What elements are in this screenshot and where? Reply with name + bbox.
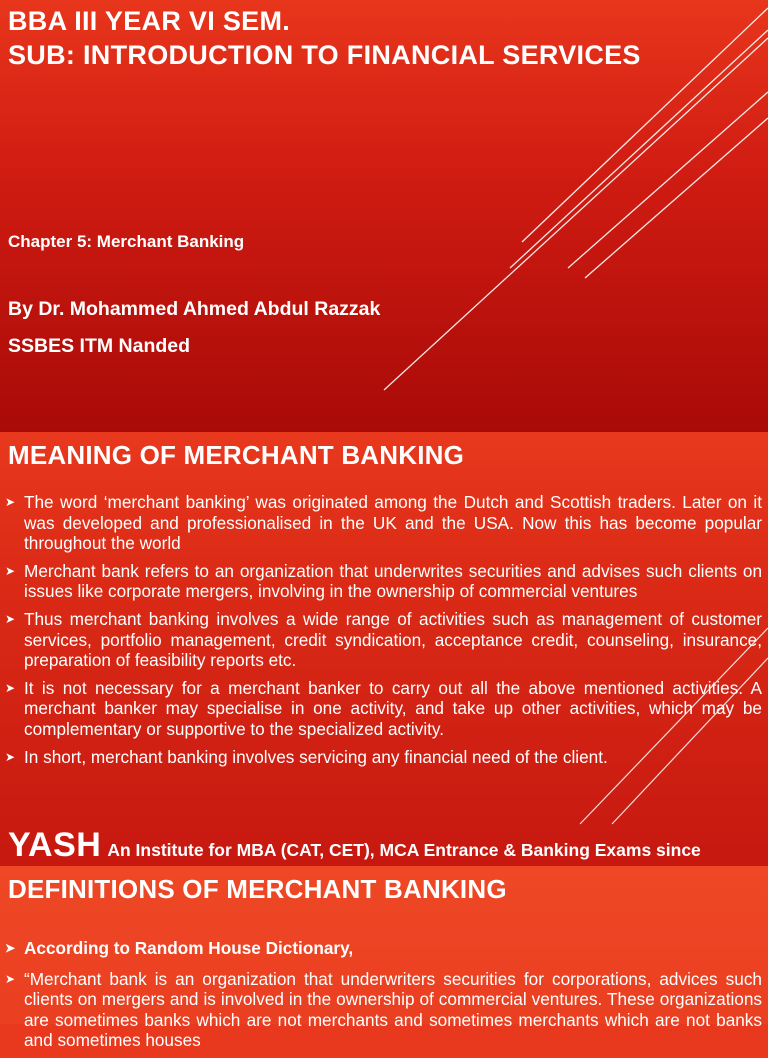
bullet-text: Thus merchant banking involves a wide range of activities such as management of customer services, portfolio management, credit syndication, acceptance credit, counseling, insurance, preparation of feasibility reports etc. (24, 608, 762, 671)
footer-banner (8, 826, 701, 865)
definitions-slide (0, 866, 768, 1051)
arrowhead-bullet-icon: ➤ (5, 563, 16, 578)
arrowhead-bullet-icon: ➤ (5, 611, 16, 626)
bullet-text: The word ‘merchant banking’ was originated among the Dutch and Scottish traders. Later on it was developed and professionalised in the UK and the USA. Now this has become popular throughout the world (24, 492, 762, 554)
list-item (0, 969, 762, 1051)
title-line-1: BBA III YEAR VI SEM. (8, 6, 291, 36)
decorative-lines (0, 432, 768, 866)
arrowhead-bullet-icon: ➤ (5, 941, 16, 955)
bullet-list (0, 938, 762, 1058)
list-item (0, 938, 762, 959)
meaning-slide (0, 432, 768, 866)
author-name: By Dr. Mohammed Ahmed Abdul Razzak (8, 298, 381, 320)
title-line-2: SUB: INTRODUCTION TO FINANCIAL SERVICES (8, 40, 641, 70)
bullet-text: Merchant bank refers to an organization that underwrites securities and advises such clients on issues like corporate mergers, involving in the ownership of commercial ventures (24, 560, 762, 602)
arrowhead-bullet-icon: ➤ (5, 680, 16, 695)
arrowhead-bullet-icon: ➤ (5, 971, 16, 986)
bullet-text: In short, merchant banking involves servicing any financial need of the client. (24, 746, 608, 767)
chapter-label: Chapter 5: Merchant Banking (8, 232, 245, 251)
arrowhead-bullet-icon: ➤ (5, 749, 16, 764)
title-slide (0, 0, 768, 432)
brand-name: YASH (8, 826, 102, 864)
slide-title (8, 4, 641, 72)
bullet-text: According to Random House Dictionary, (24, 938, 354, 958)
slide-heading: DEFINITIONS OF MERCHANT BANKING (8, 874, 507, 904)
arrowhead-bullet-icon: ➤ (5, 495, 16, 509)
bullet-text: It is not necessary for a merchant banker to carry out all the above mentioned activities. A merchant banker may specialise in one activity, and take up other activities, which may be complementary or supportive to the specialized activity. (24, 677, 762, 739)
brand-tagline: An Institute for MBA (CAT, CET), MCA Entrance & Banking Exams since (107, 840, 701, 860)
bullet-text: “Merchant bank is an organization that underwriters securities for corporations, advices such clients on mergers and is involved in the ownership of commercial ventures. These organizations are sometimes banks which are not merchants and sometimes merchants which are not banks and sometimes houses (24, 968, 762, 1051)
slide-heading: MEANING OF MERCHANT BANKING (8, 440, 465, 470)
institute-name: SSBES ITM Nanded (8, 335, 191, 357)
